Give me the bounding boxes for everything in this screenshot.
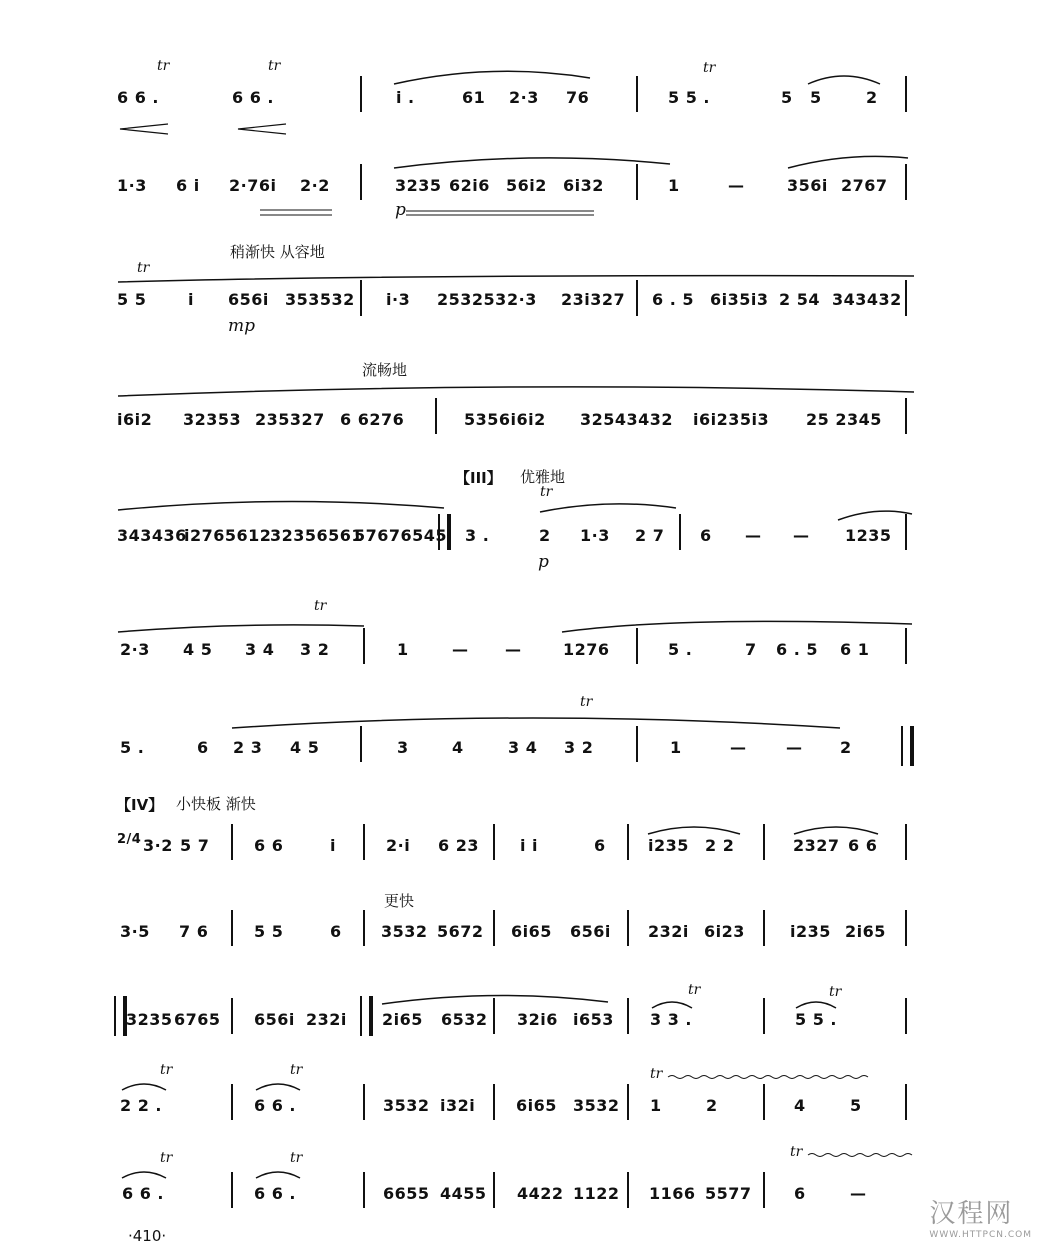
barline (905, 1084, 907, 1120)
note: 2i65 (382, 1010, 423, 1029)
note: i i (520, 836, 539, 855)
note: 1166 (649, 1184, 696, 1203)
slur (120, 1080, 168, 1092)
note: 7 6 (179, 922, 209, 941)
note: 3532 (573, 1096, 620, 1115)
note: 23i327 (561, 290, 626, 309)
note: 253253 (437, 290, 507, 309)
barline (627, 824, 629, 860)
trill-mark: tr (580, 694, 593, 710)
note: 3235 (126, 1010, 173, 1029)
repeat-barline (438, 514, 451, 550)
note: 6i32 (563, 176, 604, 195)
slur (650, 998, 694, 1010)
note: 56i2 (506, 176, 547, 195)
staff-system-9 (0, 886, 1050, 946)
note: 343432 (832, 290, 902, 309)
note: 2·2 (300, 176, 330, 195)
note: i2765612 (184, 526, 272, 545)
note: 5 . (668, 640, 693, 659)
slur (116, 380, 916, 398)
note: 5 7 (180, 836, 210, 855)
note: 4422 (517, 1184, 564, 1203)
note: 32i6 (517, 1010, 558, 1029)
note: 4 5 (183, 640, 213, 659)
barline (360, 76, 362, 112)
note: 6 6 . (232, 88, 274, 107)
slur (254, 1080, 302, 1092)
note: 62i6 (449, 176, 490, 195)
note: 6 (594, 836, 606, 855)
note: i·3 (386, 290, 411, 309)
note: 2 (840, 738, 852, 757)
repeat-barline (360, 996, 373, 1036)
trill-mark: tr (703, 60, 716, 76)
watermark-logo (929, 1193, 1032, 1240)
decrescendo-hairpin (256, 208, 596, 220)
trill-mark: tr (290, 1062, 303, 1078)
note: 6i35i3 (710, 290, 769, 309)
barline (231, 1172, 233, 1208)
note: 356i (787, 176, 828, 195)
slur (116, 618, 366, 634)
note: 2 (706, 1096, 718, 1115)
note: 3·5 (120, 922, 150, 941)
note: 6 (700, 526, 712, 545)
note: 2·76i (229, 176, 277, 195)
note: — (505, 640, 522, 659)
note: 343436 (117, 526, 187, 545)
section-label: 【III】 (455, 469, 502, 487)
staff-system-1 (0, 60, 1050, 120)
note: 6 1 (840, 640, 870, 659)
barline (905, 398, 907, 434)
barline (636, 726, 638, 762)
barline (231, 998, 233, 1034)
note: 4 (452, 738, 464, 757)
slur (836, 508, 914, 522)
note: 1·3 (117, 176, 147, 195)
trill-mark: tr (829, 984, 842, 1000)
note: 6 i (176, 176, 200, 195)
tempo-marking: 小快板 渐快 (176, 795, 256, 813)
note: i235 (648, 836, 689, 855)
note: i235 (790, 922, 831, 941)
staff-system-12 (0, 1144, 1050, 1210)
barline (363, 1172, 365, 1208)
note: 2 54 (779, 290, 820, 309)
note: 5 . (120, 738, 145, 757)
note: 2·i (386, 836, 411, 855)
trill-mark: tr (268, 58, 281, 74)
barline (763, 910, 765, 946)
note: 1235 (845, 526, 892, 545)
note: 2 (866, 88, 878, 107)
note: — (745, 526, 762, 545)
barline (763, 824, 765, 860)
staff-system-2 (0, 160, 1050, 220)
note: 5 5 . (795, 1010, 837, 1029)
note: 6 6 . (254, 1096, 296, 1115)
barline (231, 1084, 233, 1120)
dynamic-marking: p (395, 200, 406, 220)
slur (116, 496, 446, 512)
note: 5577 (705, 1184, 752, 1203)
note: 76 (566, 88, 590, 107)
trill-extension (808, 1152, 914, 1158)
slur (560, 618, 914, 634)
barline (627, 1172, 629, 1208)
note: 2·3 (509, 88, 539, 107)
note: i32i (440, 1096, 476, 1115)
note: 5 5 (254, 922, 284, 941)
note: 1 (670, 738, 682, 757)
note: 3 3 . (650, 1010, 692, 1029)
note: 7 (745, 640, 757, 659)
note: 235327 (255, 410, 325, 429)
note: — (793, 526, 810, 545)
barline (905, 910, 907, 946)
dynamic-marking: mp (228, 316, 256, 336)
note: 3235 (395, 176, 442, 195)
note: 2i65 (845, 922, 886, 941)
note: 353532 (285, 290, 355, 309)
staff-system-8 (0, 792, 1050, 855)
note: 6765 (174, 1010, 221, 1029)
note: 6532 (441, 1010, 488, 1029)
trill-mark: tr (160, 1062, 173, 1078)
note: i6i2 (117, 410, 153, 429)
note: 2327 (793, 836, 840, 855)
note: — (850, 1184, 867, 1203)
note: 232i (648, 922, 689, 941)
note: i653 (573, 1010, 614, 1029)
note: 1·3 (580, 526, 610, 545)
note: 32353 (183, 410, 242, 429)
staff-system-5 (0, 464, 1050, 572)
barline (763, 998, 765, 1034)
barline (905, 998, 907, 1034)
note: 25 2345 (806, 410, 882, 429)
note: 5 5 . (668, 88, 710, 107)
barline (636, 280, 638, 316)
note: 3 . (465, 526, 490, 545)
barline (493, 1172, 495, 1208)
barline (360, 164, 362, 200)
note: i (188, 290, 194, 309)
note: 6 6 . (122, 1184, 164, 1203)
dynamic-marking: p (538, 552, 549, 572)
trill-mark: tr (790, 1144, 803, 1160)
barline (360, 726, 362, 762)
note: 6i65 (516, 1096, 557, 1115)
barline (763, 1172, 765, 1208)
note: 5 (781, 88, 793, 107)
barline (627, 1084, 629, 1120)
barline (363, 824, 365, 860)
note: 2 7 (635, 526, 665, 545)
slur (392, 154, 672, 170)
staff-system-4 (0, 356, 1050, 429)
note: 656i (254, 1010, 295, 1029)
note: 1 (397, 640, 409, 659)
trill-extension (668, 1074, 874, 1080)
note: 5356i6i2 (464, 410, 546, 429)
note: 2·3 (120, 640, 150, 659)
crescendo-hairpin (118, 122, 288, 136)
slur (230, 710, 842, 730)
trill-mark: tr (650, 1066, 663, 1082)
note: 4455 (440, 1184, 487, 1203)
note: 61 (462, 88, 486, 107)
note: 1 (650, 1096, 662, 1115)
note: i (330, 836, 336, 855)
watermark-text: 汉程网 (929, 1199, 1014, 1229)
barline (763, 1084, 765, 1120)
note: — (730, 738, 747, 757)
note: 3532 (383, 1096, 430, 1115)
note: 6 (197, 738, 209, 757)
note: 3 4 (508, 738, 538, 757)
barline (636, 76, 638, 112)
barline (905, 76, 907, 112)
slur (380, 990, 610, 1006)
slur (254, 1168, 302, 1180)
staff-system-10 (0, 980, 1050, 1040)
note: 6655 (383, 1184, 430, 1203)
note: 6 6276 (340, 410, 405, 429)
note: 3 (397, 738, 409, 757)
note: 6 6 . (254, 1184, 296, 1203)
section-label: 【IV】 (116, 796, 164, 814)
tempo-marking: 流畅地 (362, 361, 408, 379)
note: 232i (306, 1010, 347, 1029)
note: 6 (794, 1184, 806, 1203)
note: 3 4 (245, 640, 275, 659)
note: 5672 (437, 922, 484, 941)
barline (231, 910, 233, 946)
staff-system-11 (0, 1064, 1050, 1124)
slur (116, 266, 916, 284)
note: 3 2 (564, 738, 594, 757)
note: — (786, 738, 803, 757)
barline (435, 398, 437, 434)
note: 1 (668, 176, 680, 195)
note: 3 2 (300, 640, 330, 659)
barline (679, 514, 681, 550)
barline (493, 824, 495, 860)
trill-mark: tr (137, 260, 150, 276)
barline (493, 910, 495, 946)
note: 656i (570, 922, 611, 941)
slur (646, 822, 742, 836)
note: 2 2 (705, 836, 735, 855)
slur (786, 154, 910, 170)
note: 6 6 (848, 836, 878, 855)
note: 3·2 (143, 836, 173, 855)
barline (360, 280, 362, 316)
trill-mark: tr (314, 598, 327, 614)
note: i6i235i3 (693, 410, 770, 429)
note: — (452, 640, 469, 659)
note: 32543432 (580, 410, 674, 429)
slur (392, 66, 592, 86)
note: 5 (850, 1096, 862, 1115)
trill-mark: tr (540, 484, 553, 500)
slur (794, 998, 838, 1010)
watermark-url: WWW.HTTPCN.COM (929, 1230, 1032, 1240)
barline (363, 910, 365, 946)
note: 2 3 (233, 738, 263, 757)
note: 656i (228, 290, 269, 309)
barline (627, 998, 629, 1034)
note: 4 (794, 1096, 806, 1115)
note: 6 . 5 (776, 640, 818, 659)
note: 6 6 (254, 836, 284, 855)
slur (538, 500, 678, 514)
note: 1122 (573, 1184, 620, 1203)
barline (231, 824, 233, 860)
barline (363, 1084, 365, 1120)
note: 6 6 . (117, 88, 159, 107)
tempo-marking: 更快 (384, 892, 415, 910)
barline (493, 1084, 495, 1120)
note: 2 (539, 526, 551, 545)
final-barline (901, 726, 914, 766)
note: — (728, 176, 745, 195)
slur (792, 822, 880, 836)
note: 2·3 (507, 290, 537, 309)
trill-mark: tr (157, 58, 170, 74)
trill-mark: tr (290, 1150, 303, 1166)
note: 6 (330, 922, 342, 941)
note: 5 5 (117, 290, 147, 309)
note: 6 . 5 (652, 290, 694, 309)
page-number: ·410· (128, 1227, 167, 1245)
note: 57676545 (354, 526, 448, 545)
note: 32356561 (270, 526, 364, 545)
staff-system-3 (0, 240, 1050, 336)
note: 6i65 (511, 922, 552, 941)
barline (627, 910, 629, 946)
tempo-marking: 优雅地 (520, 468, 566, 486)
barline (905, 824, 907, 860)
note: 3532 (381, 922, 428, 941)
barline (905, 280, 907, 316)
staff-system-7 (0, 694, 1050, 760)
note: 5 (810, 88, 822, 107)
tempo-marking: 稍渐快 从容地 (230, 243, 325, 261)
note: 2 2 . (120, 1096, 162, 1115)
trill-mark: tr (160, 1150, 173, 1166)
note: 4 5 (290, 738, 320, 757)
note: 1276 (563, 640, 610, 659)
note: 6 23 (438, 836, 479, 855)
note: 6i23 (704, 922, 745, 941)
note: 2767 (841, 176, 888, 195)
slur (806, 70, 882, 86)
note: i . (396, 88, 415, 107)
slur (120, 1168, 168, 1180)
trill-mark: tr (688, 982, 701, 998)
time-signature: 2/4 (117, 832, 142, 847)
staff-system-6 (0, 600, 1050, 660)
